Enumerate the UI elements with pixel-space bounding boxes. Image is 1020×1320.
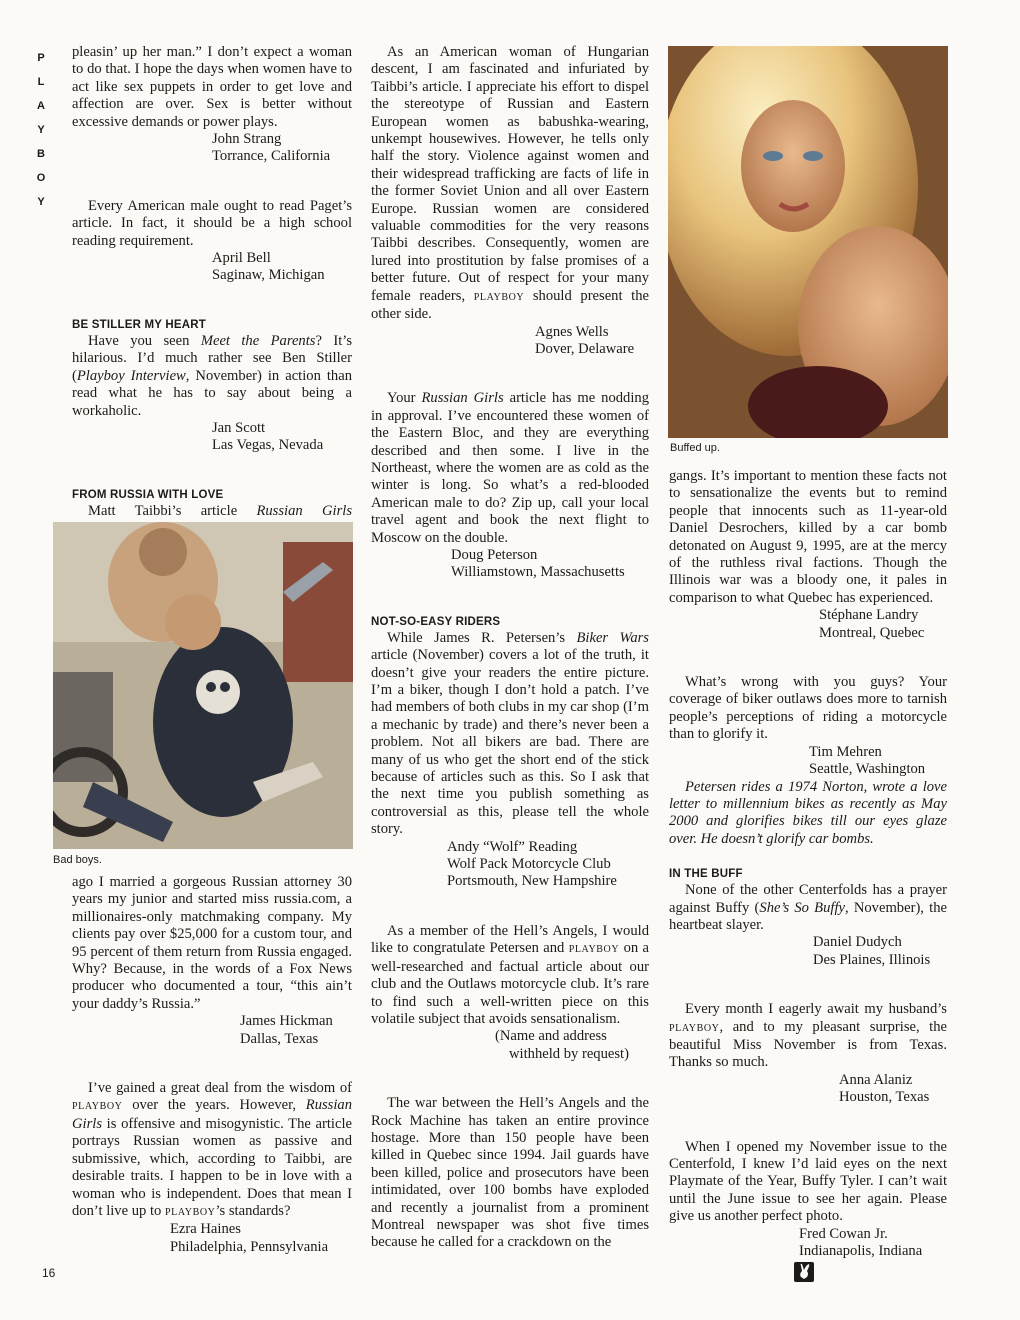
signature-reading xyxy=(371,839,649,891)
signature-place: Torrance, California xyxy=(212,148,331,165)
article-title: Russian Girls xyxy=(421,390,504,407)
signature-withheld xyxy=(371,1028,649,1063)
masthead-letter: A xyxy=(37,100,45,112)
letter-hickman-body: ago I married a gorgeous Russian attorney 30 years my junior and started miss russia.com, a millionaires-only matchmaking company. My clients pay over $25,000 for a custom tour, and 95 percent of them return from Russia engaged. Why? Because, in the words of a Fox News producer who documented a tour, “this ain’t your daddy’s Russia.” xyxy=(72,874,352,1012)
text-run: over the years. However, xyxy=(122,1097,306,1114)
text-run: is offensive and misogynistic. The article portrays Russian women as passive and submissive, which, according to Taibbi, are desirable traits. I happen to be in love with a woman who is independent. Does that mean I don’t live up to xyxy=(72,1115,352,1219)
letter-mehren-body: What’s wrong with you guys? Your coverage of biker outlaws does more to tarnish people’s perceptions of riding a motorcycle than to glorify it. xyxy=(669,674,947,743)
signature-name: Fred Cowan Jr. xyxy=(799,1225,888,1242)
signature-place: Philadelphia, Pennsylvania xyxy=(170,1238,329,1255)
text-run: ? It’s hilarious. I’d much rather see Ben Stiller ( xyxy=(72,332,352,384)
signature-place: Portsmouth, New Hampshire xyxy=(447,873,617,890)
signature-name: Doug Peterson xyxy=(451,546,538,563)
signature-place: Montreal, Quebec xyxy=(819,624,925,641)
signature-name: April Bell xyxy=(212,250,271,267)
letter-reading-body xyxy=(371,630,649,839)
article-title: Russian Girls xyxy=(256,502,352,519)
text-run: article has me nodding in approval. I’ve encountered these women of the Eastern Bloc, and they are everything described and then some. I live in the Northeast, where the women are as cold as the winter is long. So what’s a red-blooded American male to do? Zip up, call your local travel agent and book the next flight to Moscow on the double. xyxy=(371,390,650,546)
brand-name: PLAYBOY xyxy=(164,1206,216,1218)
text-run: , November) in action than read what he has to say about being a workaholic. xyxy=(72,367,352,419)
letter-haines-body xyxy=(72,1080,352,1221)
masthead-letter: P xyxy=(37,52,45,64)
signature-name: James Hickman xyxy=(240,1013,333,1030)
caption-buffed-up: Buffed up. xyxy=(670,442,720,454)
brand-name: PLAYBOY xyxy=(72,1101,123,1113)
letter-scott-body xyxy=(72,333,352,420)
text-run: , November), the heartbeat slayer. xyxy=(669,899,947,933)
signature-withheld-2: withheld by request) xyxy=(509,1045,629,1062)
signature-org: Wolf Pack Motorcycle Club xyxy=(447,856,611,873)
brand-name: PLAYBOY xyxy=(473,291,525,303)
signature-name: Jan Scott xyxy=(212,419,266,436)
signature-name: Daniel Dudych xyxy=(813,934,902,951)
signature-name: Tim Mehren xyxy=(809,743,882,760)
signature-landry xyxy=(669,607,947,642)
text-run: article (November) covers a lot of the truth, it doesn’t give your readers the entire picture. I’m a biker, though I don’t hold a patch. I’ve had members of both clubs in my car shop (I’m a mechanic by trade) and there’s never been a problem. Not all bikers are bad. There are many of us who get the short end of the stick because of articles such as this. So I ask that the next time you publish something as controversial as this, please tell the whole story. xyxy=(371,647,649,838)
signature-place: Des Plaines, Illinois xyxy=(813,951,931,968)
column-2 xyxy=(371,44,649,1252)
letter-bell-body: Every American male ought to read Paget’s article. In fact, it should be a high school reading requirement. xyxy=(72,197,352,249)
text-run: As an American woman of Hungarian descent, I am fascinated and infuriated by Taibbi’s article. I appreciate his effort to dispel the stereotype of Russian and Eastern European women as babushka-wearing, unkempt housewives. However, he tells only half the story. Violence against women and their widespread trafficking are facts of life in the former Soviet Union and all over Eastern Europe. Russian women are considered valuable commodities for the very reasons Taibbi describes. Consequently, women are lured into prostitution by false promises of a better future. Out of respect for your many female readers, xyxy=(371,44,649,304)
section-heading-russia: FROM RUSSIA WITH LOVE xyxy=(72,488,224,501)
signature-place: Houston, Texas xyxy=(839,1089,930,1106)
signature-mehren xyxy=(669,744,947,779)
movie-title: Meet the Parents xyxy=(200,332,316,349)
signature-place: Dallas, Texas xyxy=(240,1030,319,1047)
signature-strang xyxy=(72,131,352,166)
letter-wells-body xyxy=(371,44,649,324)
column-1-continued xyxy=(72,874,352,1256)
signature-name: Agnes Wells xyxy=(535,323,609,340)
column-3 xyxy=(669,468,947,1260)
section-heading-stiller: BE STILLER MY HEART xyxy=(72,318,206,331)
text-run: While James R. Petersen’s xyxy=(387,629,577,646)
editor-reply: Petersen rides a 1974 Norton, wrote a love letter to millennium bikes as recently as May 2000 and glorifies bikes till our eyes glaze over. He doesn’t glorify car bombs. xyxy=(669,778,947,847)
signature-name: Stéphane Landry xyxy=(819,607,919,624)
signature-place: Williamstown, Massachusetts xyxy=(451,564,625,581)
text-run: I’ve gained a great deal from the wisdom of xyxy=(88,1080,352,1097)
masthead-letter: Y xyxy=(37,124,45,136)
article-title: She’s So Buffy xyxy=(759,899,845,916)
page-number: 16 xyxy=(42,1266,56,1280)
text-run: None of the other Centerfolds has a prayer against Buffy ( xyxy=(669,882,947,916)
letter-peterson-body xyxy=(371,390,649,547)
letter-angels-body xyxy=(371,923,649,1028)
text-run: Matt Taibbi’s article xyxy=(88,502,257,519)
signature-place: Saginaw, Michigan xyxy=(212,267,325,284)
text-run: should present the other side. xyxy=(371,287,649,323)
signature-name: Anna Alaniz xyxy=(839,1071,913,1088)
signature-wells xyxy=(371,324,649,359)
signature-peterson xyxy=(371,547,649,582)
masthead-vertical xyxy=(34,46,48,214)
text-run: As a member of the Hell’s Angels, I would like to congratulate Petersen and xyxy=(371,922,649,957)
letter-strang-body: pleasin’ up her man.” I don’t expect a woman to do that. I hope the days when women have to act like sex puppets in order to get love and affection are over. Sex is better without excessive demands or power plays. xyxy=(72,44,352,130)
signature-alaniz xyxy=(669,1072,947,1107)
letter-landry-body-start: The war between the Hell’s Angels and the Rock Machine has taken an entire province hostage. More than 150 people have been killed in Quebec since 1994. Jail guards have been killed, police and prosecutors have been intimidated, over 100 bombs have exploded and recently a journalist from a prominent Montreal newspaper was shot five times because he called for a crackdown on the xyxy=(371,1095,649,1251)
signature-haines xyxy=(72,1221,352,1256)
signature-name: Andy “Wolf” Reading xyxy=(447,838,578,855)
brand-name: PLAYBOY xyxy=(568,944,620,956)
signature-withheld-1: (Name and address xyxy=(495,1028,607,1045)
signature-place: Indianapolis, Indiana xyxy=(799,1243,923,1260)
feature-title: Playboy Interview xyxy=(76,367,186,384)
letter-cowan-body: When I opened my November issue to the Centerfold, I knew I’d laid eyes on the next Playmate of the Year, Buffy Tyler. I can’t wait until the June issue to see her again. Please give us another perfect photo. xyxy=(669,1138,947,1225)
section-heading-buff: IN THE BUFF xyxy=(669,868,743,881)
signature-scott xyxy=(72,420,352,455)
section-heading-riders: NOT-SO-EASY RIDERS xyxy=(371,615,501,628)
letter-alaniz-body xyxy=(669,1001,947,1072)
signature-name: John Strang xyxy=(212,131,282,148)
signature-hickman xyxy=(72,1013,352,1048)
bad-boys-illustration xyxy=(53,522,353,849)
article-title: Russian Girls xyxy=(72,1097,352,1132)
text-run: , and to my pleasant surprise, the beautiful Miss November is from Texas. Thanks so much. xyxy=(669,1018,947,1071)
article-title: Biker Wars xyxy=(576,629,649,646)
caption-bad-boys: Bad boys. xyxy=(53,854,102,866)
text-run: Have you seen xyxy=(88,332,201,349)
text-run: Your xyxy=(387,390,422,407)
text-run: on a well-researched and factual article about our club and the Outlaws motorcycle club. It’s rare to find such a well-written piece on this volatile subject that avoids sensationalism. xyxy=(371,940,649,1027)
letter-dudych-body xyxy=(669,882,947,934)
masthead-letter: B xyxy=(37,148,45,160)
masthead-letter: O xyxy=(36,172,46,184)
column-1 xyxy=(72,44,352,538)
signature-name: Ezra Haines xyxy=(170,1221,241,1238)
buffed-up-photo xyxy=(668,46,948,438)
text-run: Every month I eagerly await my husband’s xyxy=(685,1001,947,1018)
text-run: ’s standards? xyxy=(215,1202,291,1219)
signature-bell xyxy=(72,250,352,285)
signature-cowan xyxy=(669,1226,947,1261)
letter-landry-body: gangs. It’s important to mention these facts not to sensationalize the events but to remind people that innocents such as 11-year-old Daniel Desrochers, killed by a car bomb detonated on August 9, 1995, are at the mercy of the ruthless rival factions. Though the Illinois war was a bloody one, it pales in comparison to what Quebec has experienced. xyxy=(669,468,947,606)
signature-place: Seattle, Washington xyxy=(809,761,926,778)
rabbit-head-icon xyxy=(794,1262,814,1282)
signature-dudych xyxy=(669,934,947,969)
masthead-letter: Y xyxy=(37,196,45,208)
masthead-letter: L xyxy=(37,76,45,88)
signature-place: Dover, Delaware xyxy=(535,340,635,357)
signature-place: Las Vegas, Nevada xyxy=(212,437,324,454)
brand-name: PLAYBOY xyxy=(669,1022,720,1034)
